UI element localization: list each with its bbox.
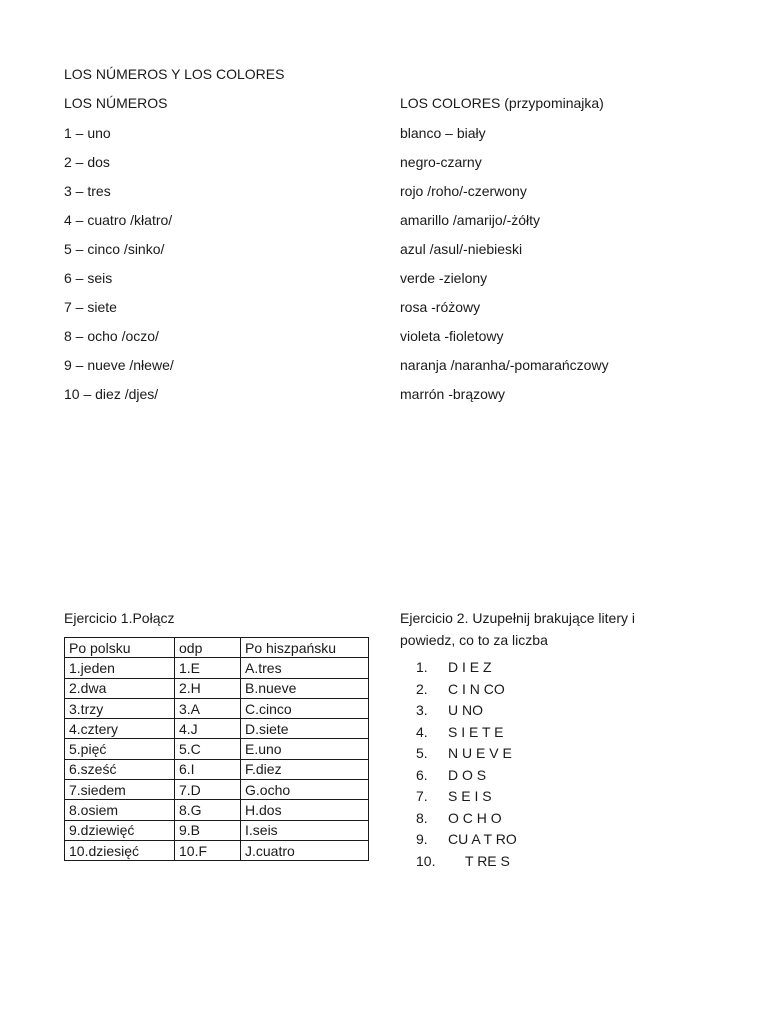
cell-spanish: D.siete: [241, 719, 369, 739]
table-row: [65, 800, 369, 820]
cell-polish: 10.dziesięć: [65, 840, 175, 860]
exercise2-title-line2: powiedz, co to za liczba: [400, 632, 548, 648]
header-polish: Po polsku: [65, 638, 175, 658]
fill-list-item: [400, 743, 517, 765]
numbers-list-item: 10 – diez /djes/: [64, 386, 159, 402]
numbers-list-item: 6 – seis: [64, 270, 113, 286]
fill-item-number: 6.: [416, 766, 428, 783]
cell-polish: 6.sześć: [65, 759, 175, 779]
fill-list-item: [400, 829, 517, 851]
table-row: [65, 678, 369, 698]
fill-item-number: 2.: [416, 680, 428, 697]
cell-polish: 9.dziewięć: [65, 820, 175, 840]
colors-list-item: amarillo /amarijo/-żółty: [400, 212, 541, 228]
fill-item-word: C I N CO: [448, 680, 505, 697]
table-row: [65, 698, 369, 718]
table-row: [65, 780, 369, 800]
fill-item-word: T RE S: [465, 852, 510, 869]
numbers-list-item: 5 – cinco /sinko/: [64, 241, 165, 257]
fill-item-number: 1.: [416, 659, 428, 675]
cell-spanish: G.ocho: [241, 780, 369, 800]
cell-answer: 7.D: [175, 780, 241, 800]
fill-item-number: 4.: [416, 723, 428, 740]
table-row: [65, 840, 369, 860]
numbers-list-item: 1 – uno: [64, 125, 111, 141]
cell-answer: 10.F: [175, 840, 241, 860]
fill-item-word: S I E T E: [448, 723, 504, 740]
fill-list-item: [400, 808, 517, 830]
fill-item-word: S E I S: [448, 788, 492, 804]
fill-list-item: [400, 679, 517, 701]
fill-list-item: [400, 722, 517, 744]
cell-polish: 4.cztery: [65, 719, 175, 739]
fill-item-number: 5.: [416, 745, 428, 761]
fill-item-word: U NO: [448, 702, 483, 718]
matching-table: [64, 637, 369, 861]
colors-list-item: violeta -fioletowy: [400, 328, 504, 344]
exercise2-title-line1: Ejercicio 2. Uzupełnij brakujące litery i: [400, 610, 635, 626]
colors-list-item: naranja /naranha/-pomarańczowy: [400, 357, 609, 373]
cell-polish: 2.dwa: [65, 678, 175, 698]
fill-list-item: [400, 851, 517, 873]
cell-spanish: C.cinco: [241, 698, 369, 718]
cell-answer: 8.G: [175, 800, 241, 820]
cell-polish: 8.osiem: [65, 800, 175, 820]
fill-item-word: O C H O: [448, 809, 502, 826]
table-row: [65, 739, 369, 759]
cell-spanish: H.dos: [241, 800, 369, 820]
numbers-list-item: 4 – cuatro /kłatro/: [64, 212, 173, 228]
colors-list-item: negro-czarny: [400, 154, 482, 170]
cell-polish: 7.siedem: [65, 780, 175, 800]
cell-spanish: I.seis: [241, 820, 369, 840]
numbers-list-item: 9 – nueve /nłewe/: [64, 357, 174, 373]
cell-polish: 1.jeden: [65, 658, 175, 678]
fill-item-number: 7.: [416, 788, 428, 804]
fill-list-item: [400, 700, 517, 722]
cell-answer: 2.H: [175, 678, 241, 698]
fill-item-number: 10.: [416, 852, 436, 869]
document-title: LOS NÚMEROS Y LOS COLORES: [64, 66, 285, 82]
numbers-heading: LOS NÚMEROS: [64, 95, 168, 111]
header-answer: odp: [175, 638, 241, 658]
numbers-list-item: 8 – ocho /oczo/: [64, 328, 159, 344]
table-row: [65, 820, 369, 840]
cell-spanish: B.nueve: [241, 678, 369, 698]
numbers-list-item: 2 – dos: [64, 154, 110, 170]
fill-list-item: [400, 765, 517, 787]
cell-spanish: J.cuatro: [241, 840, 369, 860]
cell-answer: 6.I: [175, 759, 241, 779]
fill-item-word: D I E Z: [448, 659, 492, 675]
fill-item-word: N U E V E: [448, 745, 512, 761]
colors-list-item: azul /asul/-niebieski: [400, 241, 523, 257]
table-header-row: [65, 638, 369, 658]
cell-polish: 3.trzy: [65, 698, 175, 718]
fill-item-number: 8.: [416, 809, 428, 826]
cell-answer: 3.A: [175, 698, 241, 718]
fill-list-item: [400, 657, 517, 679]
table-row: [65, 658, 369, 678]
cell-answer: 4.J: [175, 719, 241, 739]
colors-list-item: blanco – biały: [400, 125, 486, 141]
cell-spanish: E.uno: [241, 739, 369, 759]
fill-item-number: 3.: [416, 702, 428, 718]
colors-list-item: rojo /roho/-czerwony: [400, 183, 527, 199]
table-row: [65, 719, 369, 739]
colors-list-item: rosa -różowy: [400, 299, 481, 315]
header-spanish: Po hiszpańsku: [241, 638, 369, 658]
fill-list-item: [400, 786, 517, 808]
cell-answer: 5.C: [175, 739, 241, 759]
colors-list-item: verde -zielony: [400, 270, 488, 286]
fill-item-number: 9.: [416, 831, 428, 847]
exercise1-title: Ejercicio 1.Połącz: [64, 610, 175, 626]
numbers-list-item: 7 – siete: [64, 299, 117, 315]
fill-item-word: D O S: [448, 766, 487, 783]
cell-spanish: F.diez: [241, 759, 369, 779]
cell-answer: 9.B: [175, 820, 241, 840]
colors-heading: LOS COLORES (przypominajka): [400, 95, 604, 111]
table-row: [65, 759, 369, 779]
numbers-list-item: 3 – tres: [64, 183, 111, 199]
fill-in-list: [400, 657, 517, 872]
cell-polish: 5.pięć: [65, 739, 175, 759]
cell-answer: 1.E: [175, 658, 241, 678]
colors-list-item: marrón -brązowy: [400, 386, 506, 402]
fill-item-word: CU A T RO: [448, 831, 517, 847]
cell-spanish: A.tres: [241, 658, 369, 678]
